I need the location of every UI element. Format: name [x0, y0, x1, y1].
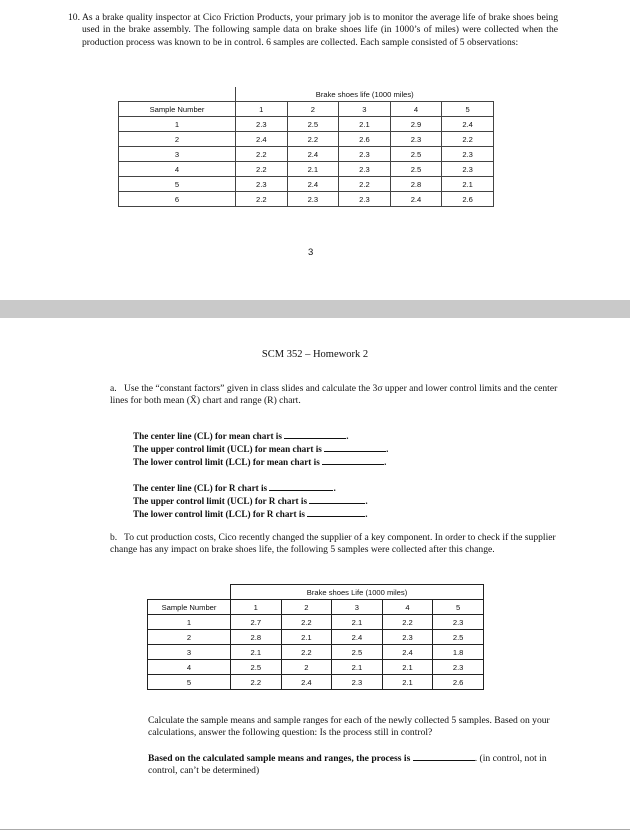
part-b-label: b.: [110, 532, 118, 543]
table-cell: 2.3: [442, 147, 494, 162]
table-cell: 2.5: [390, 147, 442, 162]
table-cell: 2.2: [236, 192, 288, 207]
table-cell: 2.3: [339, 147, 391, 162]
table-in-control-samples: [118, 87, 494, 207]
question-number: 10.: [68, 12, 80, 23]
table-row: [119, 117, 494, 132]
table-cell: 2.3: [339, 162, 391, 177]
r-cl-blank[interactable]: [269, 481, 336, 493]
final-question-options: . (in control, not in control, can’t be determined): [148, 753, 547, 777]
table-cell: 2.1: [382, 660, 433, 675]
r-lcl-blank[interactable]: [307, 507, 368, 520]
table-cell: 2.3: [390, 132, 442, 147]
table-cell: 2.5: [231, 660, 282, 675]
table2-header-row: [148, 600, 484, 615]
table2-col-header: 5: [433, 600, 484, 615]
mean-lcl-blank[interactable]: [322, 455, 387, 468]
table2-row-header: Sample Number: [148, 600, 231, 615]
table-cell: 2.1: [382, 675, 433, 690]
table-cell: 2.5: [433, 630, 484, 645]
table-cell: 2.2: [236, 147, 288, 162]
table-cell: 2.1: [281, 630, 332, 645]
table-cell: 2.3: [442, 162, 494, 177]
table-cell: 2.5: [287, 117, 339, 132]
page-bottom-border: [0, 829, 630, 830]
mean-chart-answers: [133, 429, 388, 469]
table-cell: 2.7: [231, 615, 282, 630]
table1-col-header: 1: [236, 102, 288, 117]
sample-number: 4: [148, 660, 231, 675]
r-ucl-blank[interactable]: [309, 494, 368, 507]
table-cell: 2.8: [390, 177, 442, 192]
table-cell: 2.4: [287, 147, 339, 162]
part-a-text: Use the “constant factors” given in class slides and calculate the 3σ upper and lower control limits and the center lines for both mean (X̄) chart and range (R) chart.: [110, 383, 558, 407]
table-cell: 2.6: [433, 675, 484, 690]
table-row: [148, 675, 484, 690]
period: .: [365, 509, 368, 520]
table-cell: 2.3: [382, 630, 433, 645]
table-cell: 2.4: [236, 132, 288, 147]
page-title: SCM 352 – Homework 2: [261, 349, 369, 360]
table-cell: 2.3: [236, 117, 288, 132]
mean-ucl-label: The upper control limit (UCL) for mean chart is: [133, 444, 322, 455]
mean-ucl-blank[interactable]: [324, 442, 389, 455]
table-cell: 2.5: [390, 162, 442, 177]
table2-group-header: Brake shoes Life (1000 miles): [231, 585, 484, 600]
table-row: [148, 660, 484, 675]
table-cell: 2.2: [339, 177, 391, 192]
table-new-samples: [147, 584, 484, 690]
table-row: [119, 192, 494, 207]
table-cell: 2.4: [442, 117, 494, 132]
table1-col-header: 3: [339, 102, 391, 117]
table-cell: 2.1: [339, 117, 391, 132]
table-cell: 2.6: [442, 192, 494, 207]
sample-number: 6: [119, 192, 236, 207]
table-cell: 2.3: [433, 660, 484, 675]
table1-col-header: 5: [442, 102, 494, 117]
part-a: [110, 383, 560, 408]
page-divider: [0, 300, 630, 318]
period: .: [365, 496, 368, 507]
table2-col-header: 3: [332, 600, 383, 615]
table-cell: 2.2: [281, 645, 332, 660]
table-cell: 2.9: [390, 117, 442, 132]
table-cell: 2.1: [332, 660, 383, 675]
table-cell: 2.3: [332, 675, 383, 690]
sample-number: 4: [119, 162, 236, 177]
r-ucl-label: The upper control limit (UCL) for R chart is: [133, 496, 308, 507]
table-cell: 2.1: [231, 645, 282, 660]
table-cell: 1.8: [433, 645, 484, 660]
sample-number: 3: [148, 645, 231, 660]
page-number: 3: [308, 247, 314, 258]
table1-header-row: [119, 102, 494, 117]
question-10: [68, 12, 558, 49]
calc-instructions: Calculate the sample means and sample ranges for each of the newly collected 5 samples. Based on your calculations, answer the following question: Is the process still in control?: [148, 715, 550, 739]
table-row: [119, 132, 494, 147]
part-a-label: a.: [110, 383, 117, 394]
period: .: [333, 483, 336, 493]
period: .: [346, 431, 349, 441]
mean-cl-label: The center line (CL) for mean chart is: [133, 431, 282, 441]
table-cell: 2.4: [281, 675, 332, 690]
part-b-text: To cut production costs, Cico recently changed the supplier of a key component. In order to check if the supplier change has any impact on brake shoes life, the following 5 samples were collected after this change.: [110, 532, 556, 556]
table-cell: 2.1: [442, 177, 494, 192]
sample-number: 1: [119, 117, 236, 132]
final-question-bold: Based on the calculated sample means and ranges, the process is: [148, 753, 411, 764]
question-text: As a brake quality inspector at Cico Friction Products, your primary job is to monitor the average life of brake shoes being used in the brake assembly. The following sample data on brake shoes life (in 1000’s of miles) were collected when the production process was known to be in control. 6 samples are collected. Each sample consisted of 5 observations:: [82, 12, 558, 48]
table-row: [148, 630, 484, 645]
table-row: [148, 615, 484, 630]
table-cell: 2: [281, 660, 332, 675]
table-cell: 2.8: [231, 630, 282, 645]
table-cell: 2.2: [236, 162, 288, 177]
table-cell: 2.4: [287, 177, 339, 192]
table2-col-header: 4: [382, 600, 433, 615]
table-cell: 2.5: [332, 645, 383, 660]
table-cell: 2.2: [281, 615, 332, 630]
table-cell: 2.2: [287, 132, 339, 147]
table1-row-header: Sample Number: [119, 102, 236, 117]
table-cell: 2.4: [382, 645, 433, 660]
table-cell: 2.2: [382, 615, 433, 630]
table-cell: 2.1: [332, 615, 383, 630]
table1-col-header: 4: [390, 102, 442, 117]
table-cell: 2.4: [390, 192, 442, 207]
table-cell: 2.2: [231, 675, 282, 690]
table2-col-header: 1: [231, 600, 282, 615]
part-b: [110, 532, 560, 557]
sample-number: 3: [119, 147, 236, 162]
table-row: [119, 162, 494, 177]
table2-col-header: 2: [281, 600, 332, 615]
table-cell: 2.3: [339, 192, 391, 207]
period: .: [386, 444, 389, 455]
sample-number: 5: [119, 177, 236, 192]
table-row: [148, 645, 484, 660]
sample-number: 2: [148, 630, 231, 645]
sample-number: 1: [148, 615, 231, 630]
table-cell: 2.6: [339, 132, 391, 147]
r-cl-label: The center line (CL) for R chart is: [133, 483, 268, 493]
table-cell: 2.3: [236, 177, 288, 192]
table-cell: 2.3: [433, 615, 484, 630]
final-question: [148, 751, 560, 778]
table1-col-header: 2: [287, 102, 339, 117]
period: .: [384, 457, 387, 468]
sample-number: 2: [119, 132, 236, 147]
r-chart-answers: [133, 481, 368, 521]
table1-group-header: Brake shoes life (1000 miles): [315, 89, 414, 99]
table-row: [119, 147, 494, 162]
r-lcl-label: The lower control limit (LCL) for R chart is: [133, 509, 305, 520]
sample-number: 5: [148, 675, 231, 690]
process-status-blank[interactable]: [413, 751, 475, 761]
mean-cl-blank[interactable]: [284, 429, 349, 441]
table-cell: 2.3: [287, 192, 339, 207]
table-row: [119, 177, 494, 192]
table-cell: 2.1: [287, 162, 339, 177]
table-cell: 2.4: [332, 630, 383, 645]
table-cell: 2.2: [442, 132, 494, 147]
mean-lcl-label: The lower control limit (LCL) for mean chart is: [133, 457, 320, 468]
